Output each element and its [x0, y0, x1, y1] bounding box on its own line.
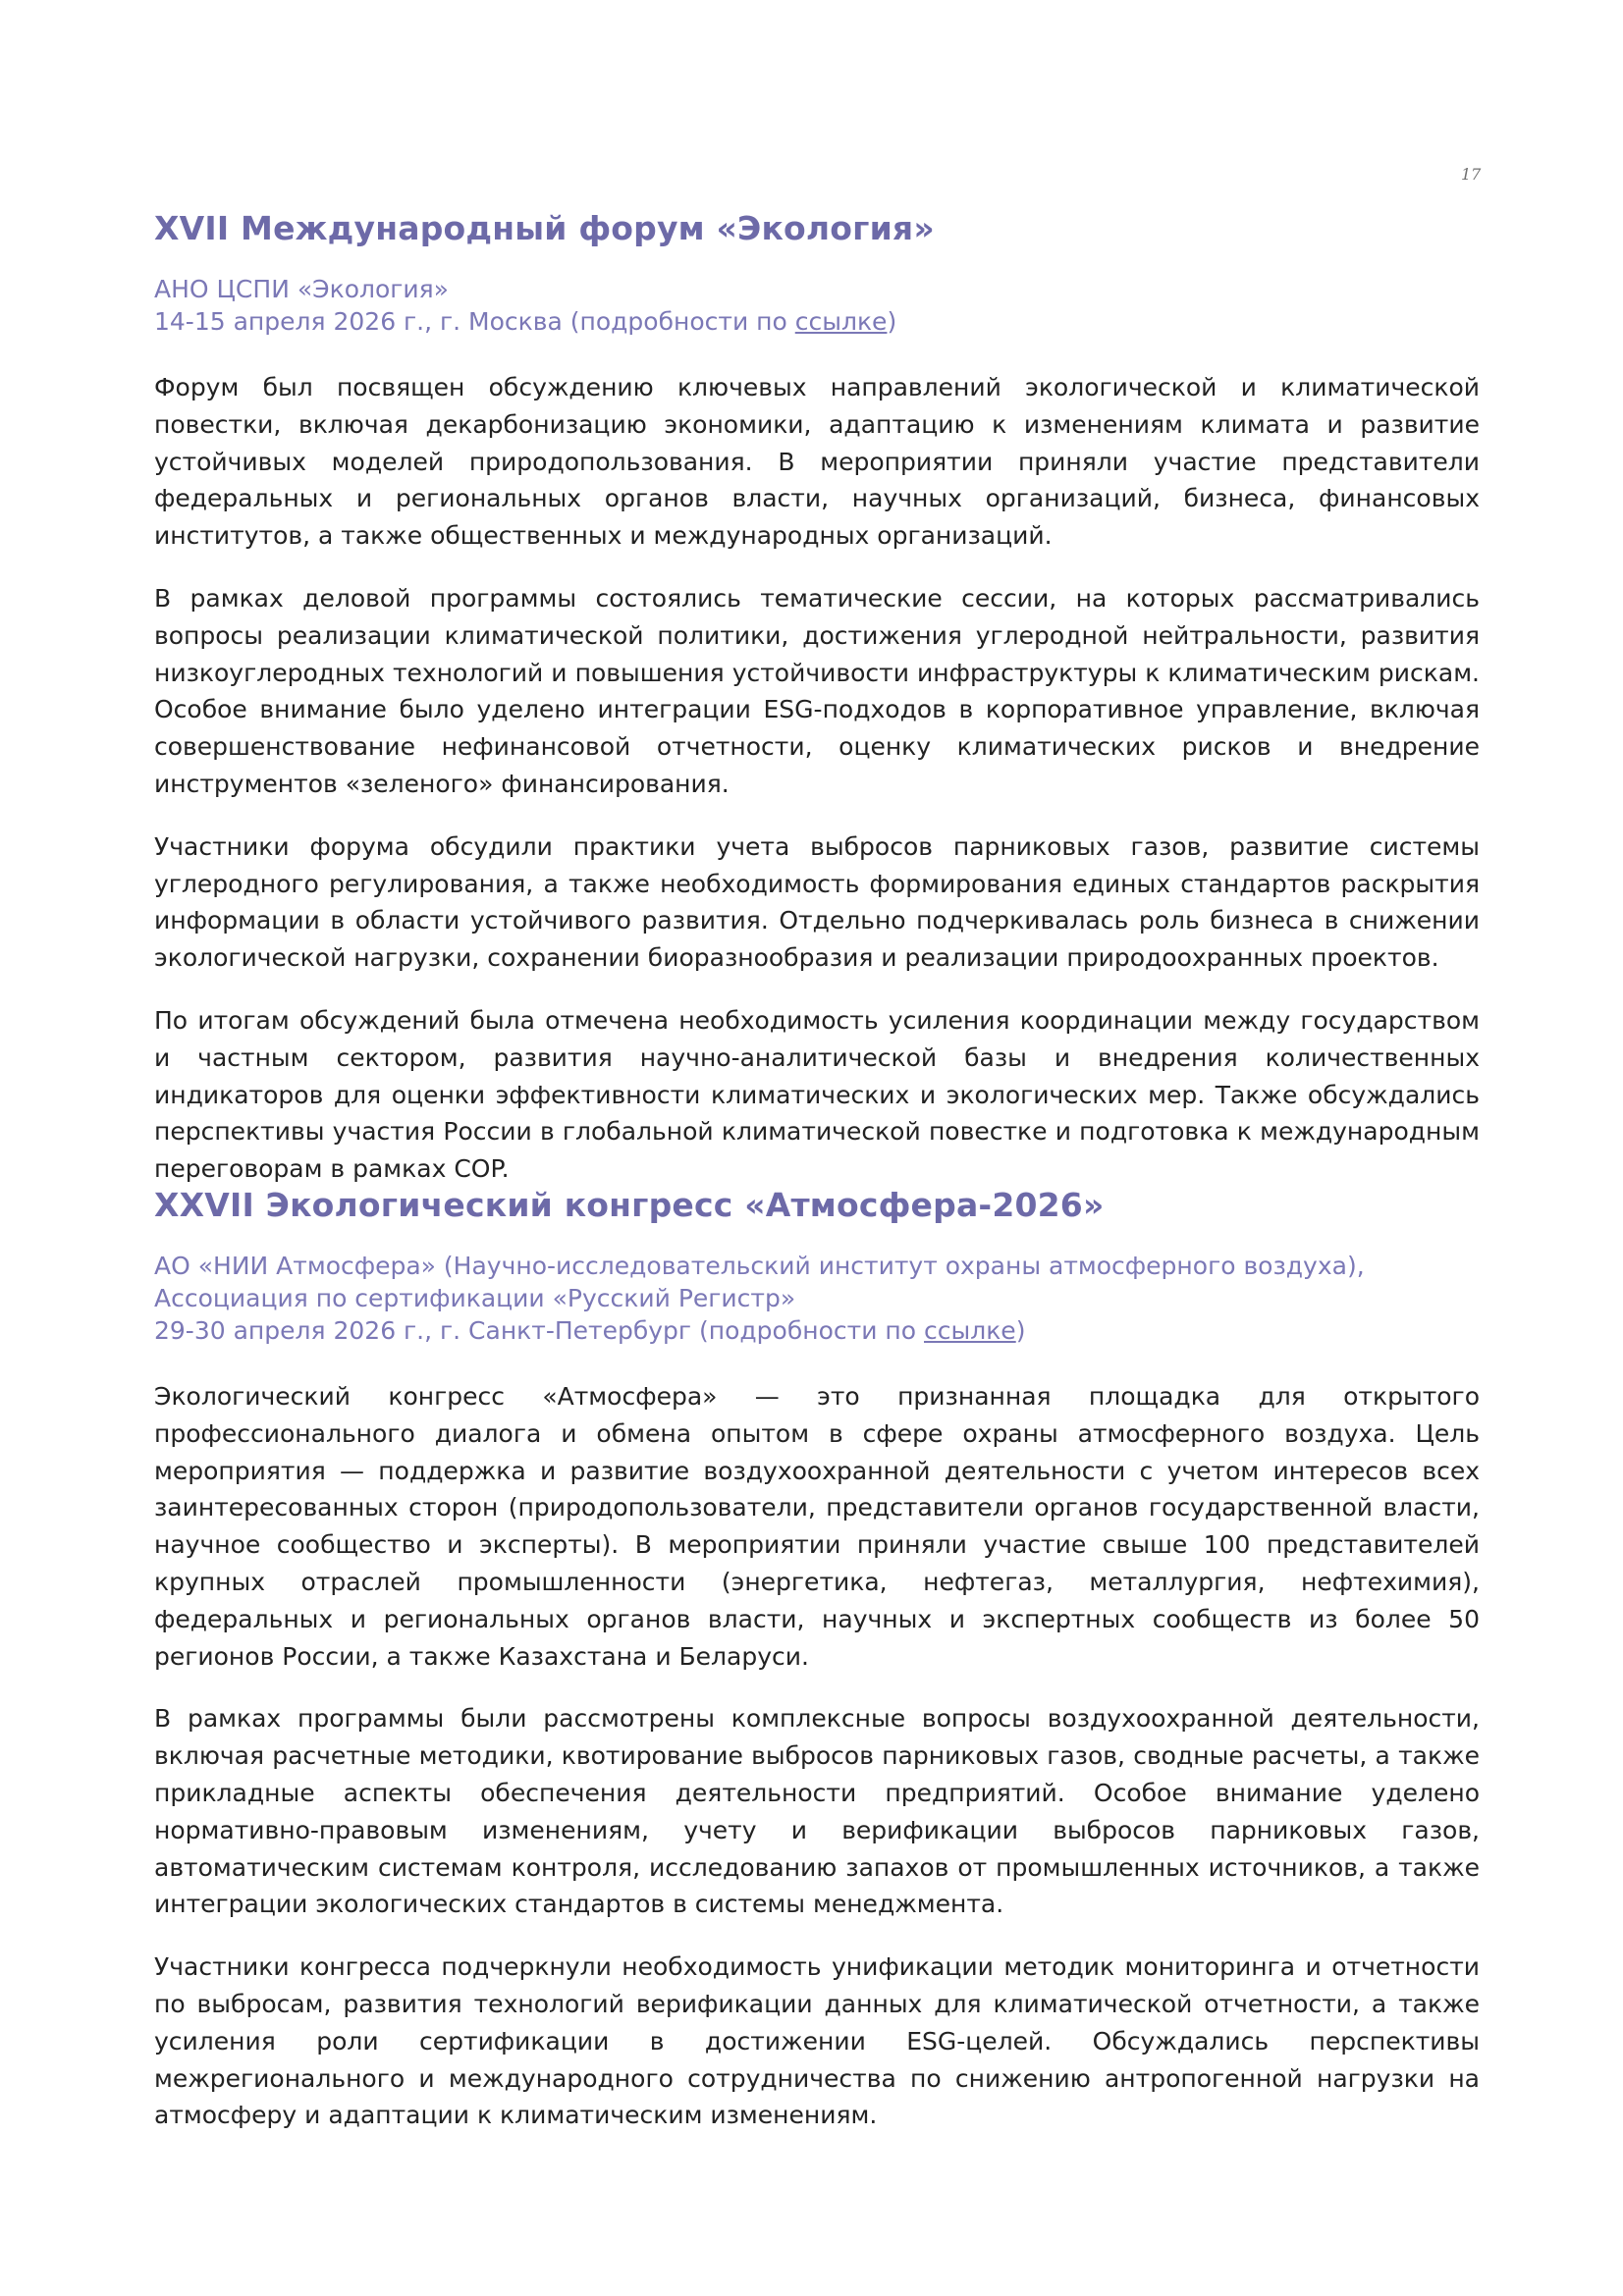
event-details-link[interactable]: ссылке	[794, 307, 888, 336]
event-title: XXVII Экологический конгресс «Атмосфера-2026»	[154, 1186, 1105, 1224]
event-section-atmosphere-congress	[154, 1181, 1480, 2134]
event-paragraph: Форум был посвящен обсуждению ключевых направлений экологической и климатической повестки, включая декарбонизацию экономики, адаптацию к изменениям климата и развитие устойчивых моделей природопользования. В мероприятии приняли участие представители федеральных и региональных органов власти, научных организаций, бизнеса, финансовых институтов, а также общественных и международных организаций.	[154, 373, 1480, 551]
event-paragraph: В рамках деловой программы состоялись тематические сессии, на которых рассматривались вопросы реализации климатической политики, достижения углеродной нейтральности, развития низкоуглеродных технологий и повышения устойчивости инфраструктуры к климатическим рискам. Особое внимание было уделено интеграции ESG-подходов в корпоративное управление, включая совершенствование нефинансовой отчетности, оценку климатических рисков и внедрение инструментов «зеленого» финансирования.	[154, 583, 1480, 798]
event-details-link[interactable]: ссылке	[924, 1316, 1016, 1345]
event-title: XVII Международный форум «Экология»	[154, 209, 935, 247]
event-meta	[154, 1250, 1480, 1347]
event-date-place-suffix: )	[887, 307, 897, 336]
event-paragraph: Участники конгресса подчеркнули необходимость унификации методик мониторинга и отчетности по выбросам, развития технологий верификации данных для климатической отчетности, а также усиления роли сертификации в достижении ESG-целей. Обсуждались перспективы межрегионального и международного сотрудничества по снижению антропогенной нагрузки на атмосферу и адаптации к климатическим изменениям.	[154, 1952, 1480, 2130]
event-organizer: АНО ЦСПИ «Экология»	[154, 275, 449, 303]
event-date-place-text: 29-30 апреля 2026 г., г. Санкт-Петербург (подробности по	[154, 1316, 924, 1345]
event-meta	[154, 273, 1480, 338]
event-organizer: Ассоциация по сертификации «Русский Регистр»	[154, 1284, 796, 1312]
event-paragraph: Экологический конгресс «Атмосфера» — это признанная площадка для открытого профессионального диалога и обмена опытом в сфере охраны атмосферного воздуха. Цель мероприятия — поддержка и развитие воздухоохранной деятельности с учетом интересов всех заинтересованных сторон (природопользователи, представители органов государственной власти, научное сообщество и эксперты). В мероприятии приняли участие свыше 100 представителей крупных отраслей промышленности (энергетика, нефтегаз, металлургия, нефтехимия), федеральных и региональных органов власти, научных и экспертных сообществ из более 50 регионов России, а также Казахстана и Беларуси.	[154, 1382, 1480, 1671]
event-paragraph: Участники форума обсудили практики учета выбросов парниковых газов, развитие системы углеродного регулирования, а также необходимость формирования единых стандартов раскрытия информации в области устойчивого развития. Отдельно подчеркивалась роль бизнеса в снижении экологической нагрузки, сохранении биоразнообразия и реализации природоохранных проектов.	[154, 831, 1480, 973]
event-section-ecology-forum	[154, 204, 1480, 1188]
event-date-place	[154, 1314, 1480, 1347]
event-date-place	[154, 305, 1480, 338]
event-organizer: АО «НИИ Атмосфера» (Научно-исследовательский институт охраны атмосферного воздуха),	[154, 1252, 1365, 1280]
event-date-place-text: 14-15 апреля 2026 г., г. Москва (подробности по	[154, 307, 795, 336]
event-paragraph: По итогам обсуждений была отмечена необходимость усиления координации между государством и частным сектором, развития научно-аналитической базы и внедрения количественных индикаторов для оценки эффективности климатических и экологических мер. Также обсуждались перспективы участия России в глобальной климатической повестке и подготовка к международным переговорам в рамках COP.	[154, 1005, 1480, 1184]
event-paragraph: В рамках программы были рассмотрены комплексные вопросы воздухоохранной деятельности, включая расчетные методики, квотирование выбросов парниковых газов, сводные расчеты, а также прикладные аспекты обеспечения деятельности предприятий. Особое внимание уделено нормативно-правовым изменениям, учету и верификации выбросов парниковых газов, автоматическим системам контроля, исследованию запахов от промышленных источников, а также интеграции экологических стандартов в системы менеджмента.	[154, 1704, 1480, 1919]
event-date-place-suffix: )	[1015, 1316, 1026, 1345]
page-number: 17	[1461, 165, 1482, 184]
